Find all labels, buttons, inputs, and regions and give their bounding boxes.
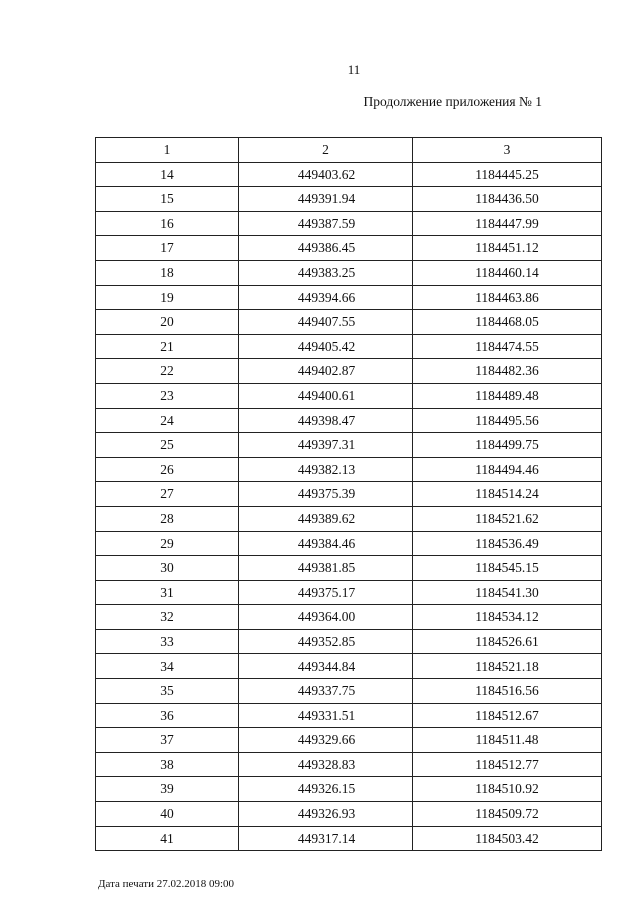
table-row — [96, 359, 602, 384]
table-row — [96, 187, 602, 212]
cell-x-coordinate: 449381.85 — [239, 556, 413, 581]
cell-x-coordinate: 449352.85 — [239, 629, 413, 654]
cell-point-number: 15 — [96, 187, 239, 212]
table-row — [96, 236, 602, 261]
table-row — [96, 482, 602, 507]
table-row — [96, 605, 602, 630]
cell-point-number: 28 — [96, 506, 239, 531]
table-row — [96, 556, 602, 581]
cell-x-coordinate: 449326.93 — [239, 802, 413, 827]
table-header — [96, 138, 602, 163]
cell-y-coordinate: 1184541.30 — [413, 580, 602, 605]
cell-y-coordinate: 1184516.56 — [413, 679, 602, 704]
cell-x-coordinate: 449389.62 — [239, 506, 413, 531]
cell-x-coordinate: 449391.94 — [239, 187, 413, 212]
column-header-y-coordinate: 3 — [413, 138, 602, 163]
cell-point-number: 34 — [96, 654, 239, 679]
cell-point-number: 35 — [96, 679, 239, 704]
table-row — [96, 728, 602, 753]
cell-y-coordinate: 1184482.36 — [413, 359, 602, 384]
print-date: Дата печати 27.02.2018 09:00 — [98, 878, 235, 890]
cell-x-coordinate: 449375.17 — [239, 580, 413, 605]
cell-y-coordinate: 1184512.67 — [413, 703, 602, 728]
cell-x-coordinate: 449317.14 — [239, 826, 413, 851]
cell-point-number: 33 — [96, 629, 239, 654]
table-row — [96, 777, 602, 802]
cell-x-coordinate: 449386.45 — [239, 236, 413, 261]
cell-point-number: 17 — [96, 236, 239, 261]
page-number: 11 — [347, 62, 361, 77]
cell-x-coordinate: 449407.55 — [239, 310, 413, 335]
cell-point-number: 38 — [96, 752, 239, 777]
cell-y-coordinate: 1184521.18 — [413, 654, 602, 679]
table-row — [96, 580, 602, 605]
cell-y-coordinate: 1184447.99 — [413, 211, 602, 236]
cell-point-number: 41 — [96, 826, 239, 851]
cell-y-coordinate: 1184536.49 — [413, 531, 602, 556]
cell-point-number: 31 — [96, 580, 239, 605]
cell-y-coordinate: 1184468.05 — [413, 310, 602, 335]
table-row — [96, 457, 602, 482]
table-row — [96, 383, 602, 408]
cell-point-number: 22 — [96, 359, 239, 384]
table-row — [96, 285, 602, 310]
cell-x-coordinate: 449403.62 — [239, 162, 413, 187]
cell-y-coordinate: 1184534.12 — [413, 605, 602, 630]
cell-y-coordinate: 1184489.48 — [413, 383, 602, 408]
table-row — [96, 260, 602, 285]
cell-y-coordinate: 1184509.72 — [413, 802, 602, 827]
cell-y-coordinate: 1184445.25 — [413, 162, 602, 187]
cell-x-coordinate: 449382.13 — [239, 457, 413, 482]
cell-point-number: 19 — [96, 285, 239, 310]
cell-point-number: 24 — [96, 408, 239, 433]
table-row — [96, 679, 602, 704]
cell-y-coordinate: 1184521.62 — [413, 506, 602, 531]
cell-x-coordinate: 449329.66 — [239, 728, 413, 753]
cell-point-number: 25 — [96, 433, 239, 458]
cell-point-number: 18 — [96, 260, 239, 285]
column-header-x-coordinate: 2 — [239, 138, 413, 163]
cell-y-coordinate: 1184545.15 — [413, 556, 602, 581]
cell-point-number: 36 — [96, 703, 239, 728]
table-row — [96, 703, 602, 728]
cell-y-coordinate: 1184512.77 — [413, 752, 602, 777]
cell-x-coordinate: 449400.61 — [239, 383, 413, 408]
table-row — [96, 211, 602, 236]
table-body — [96, 162, 602, 851]
cell-x-coordinate: 449337.75 — [239, 679, 413, 704]
column-header-point-number: 1 — [96, 138, 239, 163]
cell-y-coordinate: 1184499.75 — [413, 433, 602, 458]
table-row — [96, 802, 602, 827]
cell-point-number: 14 — [96, 162, 239, 187]
cell-x-coordinate: 449397.31 — [239, 433, 413, 458]
table-row — [96, 826, 602, 851]
cell-x-coordinate: 449375.39 — [239, 482, 413, 507]
table-row — [96, 531, 602, 556]
cell-point-number: 29 — [96, 531, 239, 556]
cell-point-number: 20 — [96, 310, 239, 335]
cell-point-number: 30 — [96, 556, 239, 581]
table-header-row — [96, 138, 602, 163]
cell-point-number: 32 — [96, 605, 239, 630]
coordinates-table — [95, 137, 602, 851]
cell-x-coordinate: 449398.47 — [239, 408, 413, 433]
cell-x-coordinate: 449405.42 — [239, 334, 413, 359]
cell-point-number: 16 — [96, 211, 239, 236]
cell-x-coordinate: 449402.87 — [239, 359, 413, 384]
cell-x-coordinate: 449394.66 — [239, 285, 413, 310]
cell-x-coordinate: 449328.83 — [239, 752, 413, 777]
cell-y-coordinate: 1184460.14 — [413, 260, 602, 285]
cell-y-coordinate: 1184495.56 — [413, 408, 602, 433]
cell-y-coordinate: 1184514.24 — [413, 482, 602, 507]
cell-y-coordinate: 1184510.92 — [413, 777, 602, 802]
cell-x-coordinate: 449364.00 — [239, 605, 413, 630]
appendix-continuation-note: Продолжение приложения № 1 — [363, 94, 542, 109]
table-row — [96, 162, 602, 187]
cell-x-coordinate: 449344.84 — [239, 654, 413, 679]
cell-y-coordinate: 1184474.55 — [413, 334, 602, 359]
cell-x-coordinate: 449383.25 — [239, 260, 413, 285]
cell-y-coordinate: 1184436.50 — [413, 187, 602, 212]
cell-point-number: 23 — [96, 383, 239, 408]
cell-y-coordinate: 1184503.42 — [413, 826, 602, 851]
cell-y-coordinate: 1184511.48 — [413, 728, 602, 753]
table-row — [96, 334, 602, 359]
cell-point-number: 26 — [96, 457, 239, 482]
table-row — [96, 654, 602, 679]
cell-y-coordinate: 1184526.61 — [413, 629, 602, 654]
cell-point-number: 27 — [96, 482, 239, 507]
cell-point-number: 21 — [96, 334, 239, 359]
cell-point-number: 39 — [96, 777, 239, 802]
cell-x-coordinate: 449331.51 — [239, 703, 413, 728]
cell-x-coordinate: 449384.46 — [239, 531, 413, 556]
table-row — [96, 506, 602, 531]
cell-y-coordinate: 1184463.86 — [413, 285, 602, 310]
cell-x-coordinate: 449326.15 — [239, 777, 413, 802]
cell-point-number: 37 — [96, 728, 239, 753]
table-row — [96, 752, 602, 777]
table-row — [96, 629, 602, 654]
cell-y-coordinate: 1184451.12 — [413, 236, 602, 261]
cell-point-number: 40 — [96, 802, 239, 827]
table-row — [96, 433, 602, 458]
cell-x-coordinate: 449387.59 — [239, 211, 413, 236]
table-row — [96, 310, 602, 335]
cell-y-coordinate: 1184494.46 — [413, 457, 602, 482]
table-row — [96, 408, 602, 433]
